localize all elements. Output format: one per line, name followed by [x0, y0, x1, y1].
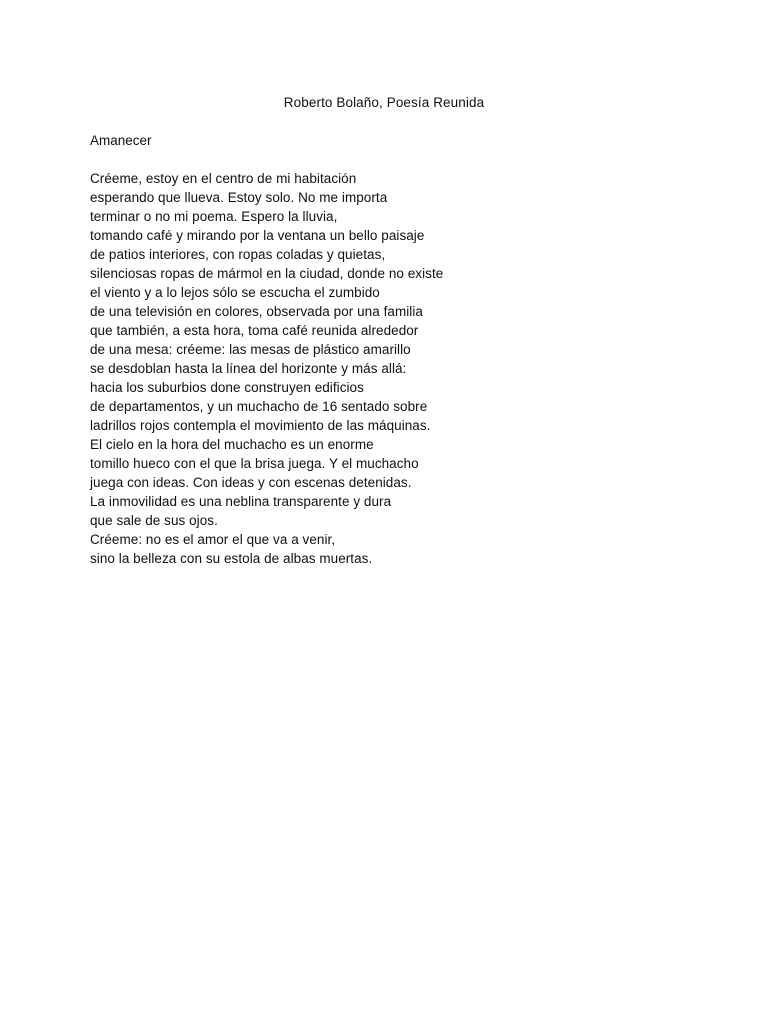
poem-line: tomando café y mirando por la ventana un bello paisaje [90, 228, 425, 243]
poem-line: el viento y a lo lejos sólo se escucha el zumbido [90, 285, 380, 300]
poem-line: Créeme: no es el amor el que va a venir, [90, 532, 336, 547]
poem-line: de departamentos, y un muchacho de 16 sentado sobre [90, 399, 428, 414]
poem-line: terminar o no mi poema. Espero la lluvia, [90, 209, 338, 224]
poem-line: hacia los suburbios done construyen edificios [90, 380, 364, 395]
poem-line: tomillo hueco con el que la brisa juega. Y el muchacho [90, 456, 419, 471]
poem-title: Amanecer [90, 133, 152, 148]
poem-line: ladrillos rojos contempla el movimiento de las máquinas. [90, 418, 431, 433]
document-header: Roberto Bolaño, Poesía Reunida [283, 95, 485, 110]
poem-line: La inmovilidad es una neblina transparente y dura [90, 494, 392, 509]
poem-line: de una mesa: créeme: las mesas de plástico amarillo [90, 342, 411, 357]
poem-line: de una televisión en colores, observada por una familia [90, 304, 423, 319]
poem-line: Créeme, estoy en el centro de mi habitación [90, 171, 357, 186]
poem-line: de patios interiores, con ropas coladas y quietas, [90, 247, 386, 262]
poem-line: silenciosas ropas de mármol en la ciudad, donde no existe [90, 266, 444, 281]
poem-line: que sale de sus ojos. [90, 513, 218, 528]
poem-line: esperando que llueva. Estoy solo. No me importa [90, 190, 388, 205]
poem-line: El cielo en la hora del muchacho es un enorme [90, 437, 374, 452]
poem-line: sino la belleza con su estola de albas muertas. [90, 551, 373, 566]
poem-line: que también, a esta hora, toma café reunida alrededor [90, 323, 419, 338]
poem-line: se desdoblan hasta la línea del horizonte y más allá: [90, 361, 407, 376]
poem-body [90, 169, 690, 568]
poem-line: juega con ideas. Con ideas y con escenas detenidas. [90, 475, 412, 490]
